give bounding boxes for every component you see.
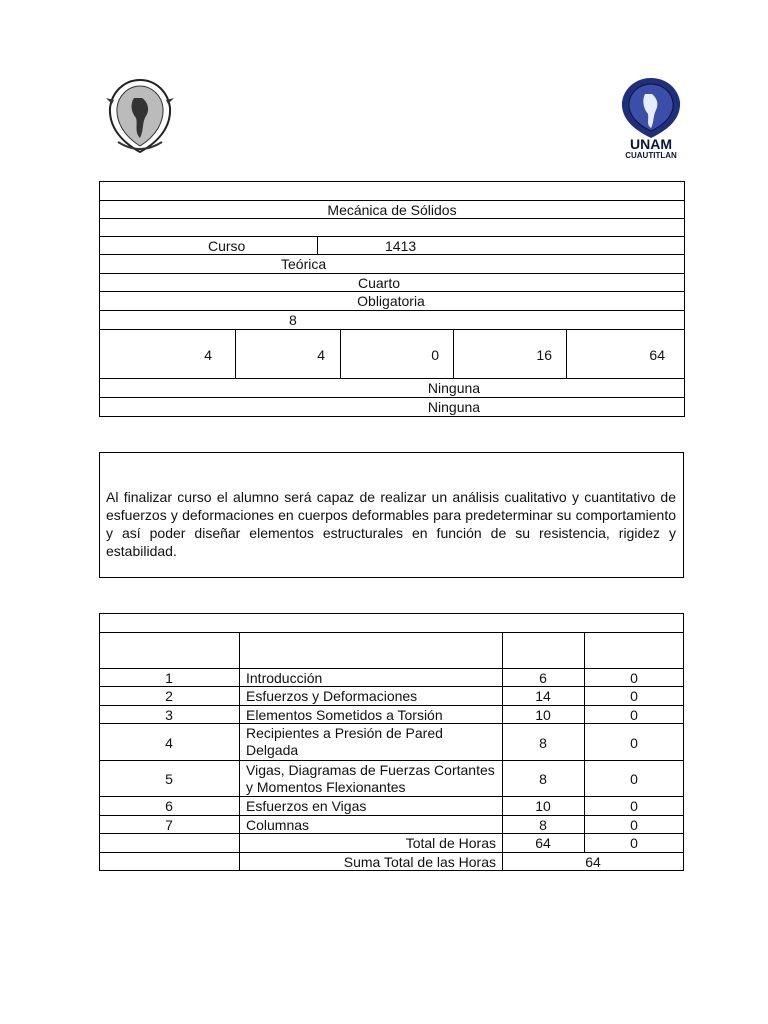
unit-number: 4 — [165, 735, 173, 751]
logo-text-unam: UNAM — [630, 136, 672, 152]
unit-topic: Elementos Sometidos a Torsión — [246, 707, 443, 723]
unam-seal-icon — [104, 76, 176, 156]
semanas: 16 — [536, 347, 552, 363]
unit-topic: Columnas — [246, 817, 310, 833]
seriacion-posterior: Ninguna — [427, 399, 481, 415]
course-modality: Curso — [208, 238, 246, 254]
unit-number: 7 — [165, 817, 173, 833]
unit-practica: 0 — [630, 707, 638, 723]
total-teoria: 64 — [535, 835, 551, 851]
unit-topic: Introducción — [246, 670, 323, 686]
unit-topic: Recipientes a Presión de Pared Delgada — [246, 725, 443, 758]
unit-practica: 0 — [630, 688, 638, 704]
unit-teoria: 8 — [539, 771, 547, 787]
unit-number: 5 — [165, 771, 173, 787]
unit-teoria: 8 — [539, 735, 547, 751]
course-clave: 1413 — [385, 238, 417, 254]
unit-teoria: 14 — [535, 688, 551, 704]
course-creditos: 8 — [289, 312, 297, 328]
total-hours-label: Total de Horas — [405, 835, 496, 851]
unit-topic: Esfuerzos en Vigas — [246, 798, 367, 814]
course-semestre: Cuarto — [357, 275, 401, 291]
unit-number: 1 — [165, 670, 173, 686]
unit-number: 2 — [165, 688, 173, 704]
unit-topic: Vigas, Diagramas de Fuerzas Cortantes y Momentos Flexionantes — [246, 762, 495, 795]
horas-practicas-semana: 4 — [317, 347, 325, 363]
total-practica: 0 — [630, 835, 638, 851]
horas-semestre: 64 — [649, 347, 665, 363]
course-name: Mecánica de Sólidos — [327, 202, 457, 218]
sum-total-value: 64 — [585, 854, 601, 870]
sum-total-label: Suma Total de las Horas — [343, 854, 496, 870]
unit-number: 3 — [165, 707, 173, 723]
unit-topic: Esfuerzos y Deformaciones — [246, 688, 418, 704]
unit-teoria: 8 — [539, 817, 547, 833]
unit-teoria: 10 — [535, 798, 551, 814]
objective-text: Al finalizar curso el alumno será capaz de realizar un análisis cualitativo y cuantitativo de esfuerzos y deformaciones en cuerpos deformables para predeterminar su comportamiento y así poder diseñar elementos estructurales en función de su resistencia, rigidez y estabilidad. — [106, 489, 676, 559]
unit-number: 6 — [165, 798, 173, 814]
unit-practica: 0 — [630, 670, 638, 686]
unit-practica: 0 — [630, 735, 638, 751]
unit-practica: 0 — [630, 798, 638, 814]
seriacion-anterior: Ninguna — [427, 380, 481, 396]
horas-teoricas-semana: 4 — [204, 347, 212, 363]
unit-teoria: 6 — [539, 670, 547, 686]
logo-text-cuautitlan: CUAUTITLAN — [625, 151, 677, 160]
course-tipo: Obligatoria — [357, 293, 425, 309]
unit-teoria: 10 — [535, 707, 551, 723]
course-caracter: Teórica — [281, 256, 327, 272]
unam-cuautitlan-logo-icon — [612, 76, 690, 160]
unit-practica: 0 — [630, 817, 638, 833]
horas-extra: 0 — [431, 347, 439, 363]
unit-practica: 0 — [630, 771, 638, 787]
